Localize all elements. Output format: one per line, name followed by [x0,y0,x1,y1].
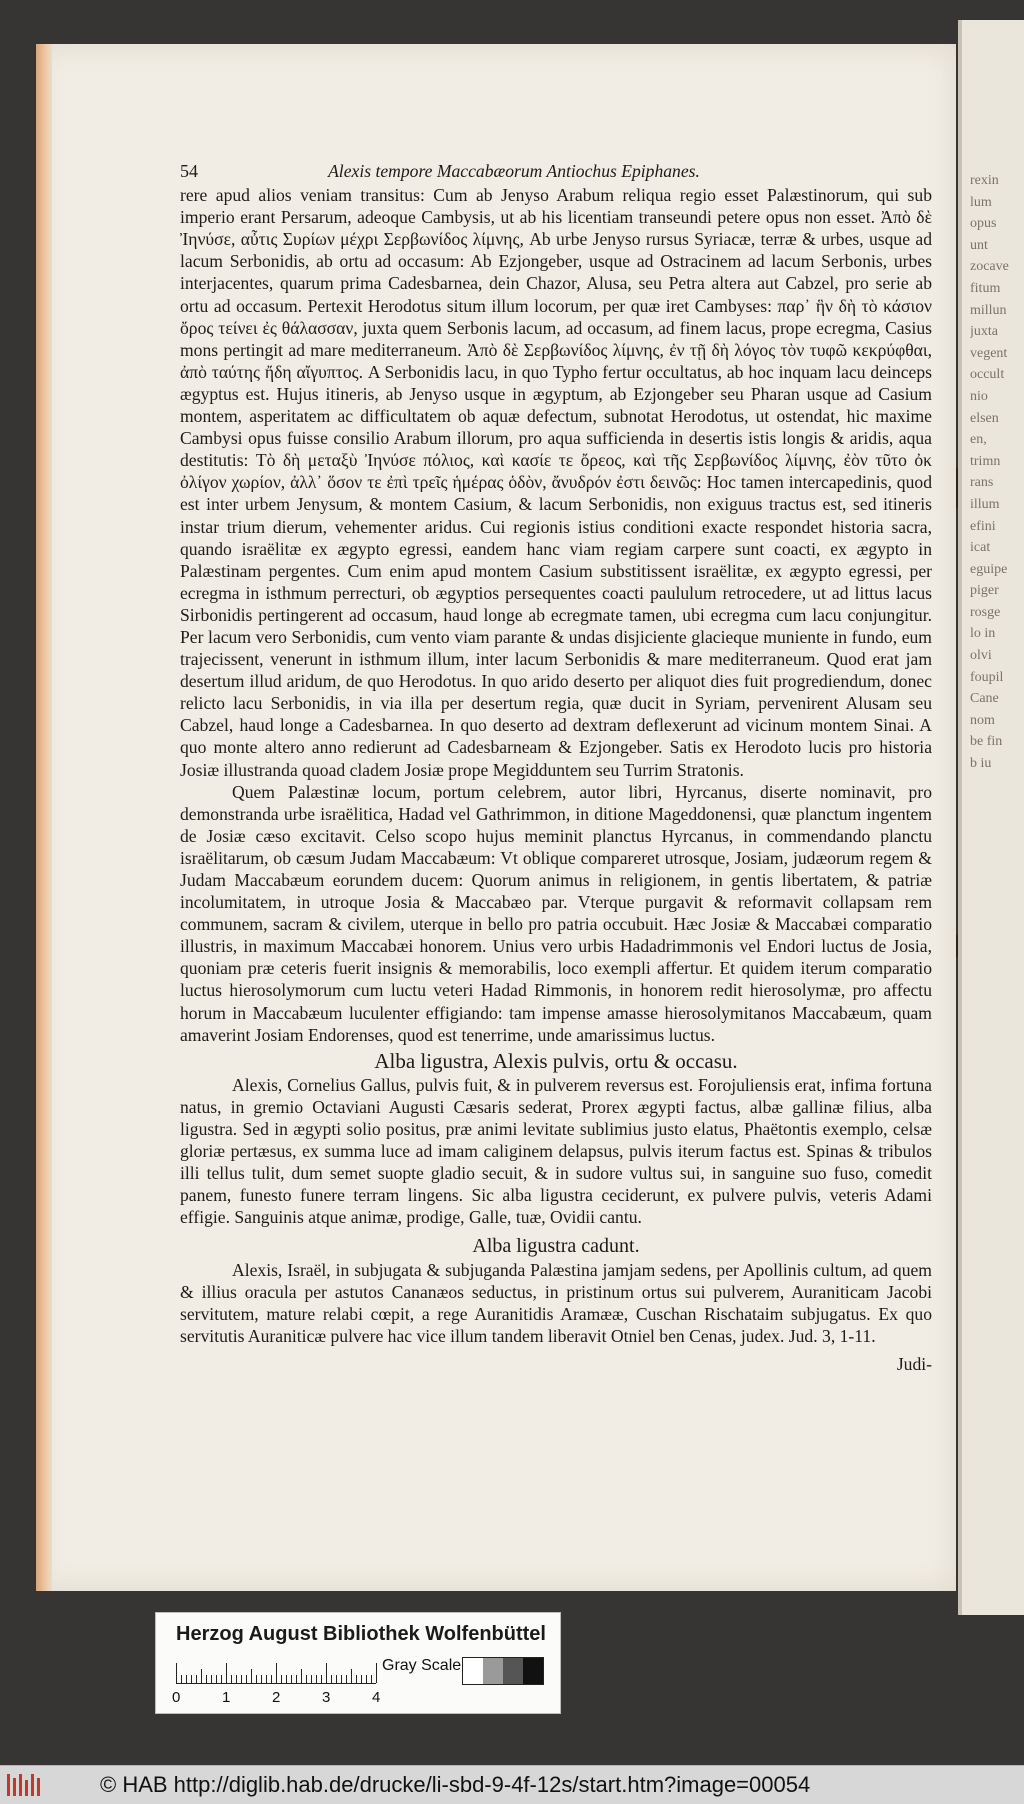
gutter-mark [956,468,958,508]
ruler-tick [281,1675,282,1683]
page-header [180,160,932,182]
ruler-tick [231,1675,232,1683]
ruler-tick [296,1675,297,1683]
page-number: 54 [180,161,198,181]
library-name: Herzog August Bibliothek Wolfenbüttel [176,1623,546,1645]
ruler-tick [181,1675,182,1683]
gray-swatch [503,1658,523,1684]
ruler-tick [316,1675,317,1683]
ruler-tick [206,1675,207,1683]
ruler-tick [356,1675,357,1683]
ruler-tick [366,1675,367,1683]
ruler-tick [246,1675,247,1683]
paragraph-2: Quem Palæstinæ locum, portum celebrem, autor libri, Hyrcanus, diserte nominavit, pro demonstranda urbe israëlitica, Hadad vel Gathrimmon, in ditione Mageddonensi, quæ planctum ingentem de Josiæ cæso excitavit. Celso scopo hujus meminit planctus Hyrcanus, in commendando planctu israëlitarum, ob cæsum Judam Maccabæum: Vt oblique compareret utrosque, Josiam, judæorum regem & Judam Maccabæum eorundem ducem: Quorum animus in religionem, in gentis libertatem, & patriæ incolumitatem, in utroque Josia & Maccabæo par. Vterque purgavit & reformavit collapsam rem communem, sacram & civilem, uterque in bello pro patria occubuit. Hæc Josiæ & Maccabæi comparatio illustris, in maximum Maccabæi honorem. Unius vero urbis Hadadrimmonis vel Endori luctus de Josia, quoniam præ ceteris fuerit insignis & memorabilis, loco exempli affertur. Et quidem iterum comparatio luctus hierosolymorum cum luctu veteri Hadad Rimmonis, in honorem redit hierosolymæ, pro affectu horum in Maccabæum luculenter effigiando: tam impense amasse hierosolymitanos Maccabæum, quam amaverint Josiam Endorenses, quod est tenerrime, unde amarissimus luctus. [180,781,932,1045]
ruler-tick [301,1669,302,1683]
gray-swatch [483,1658,503,1684]
ruler-tick [211,1675,212,1683]
ruler-tick [321,1675,322,1683]
ruler-tick [291,1675,292,1683]
ruler-tick [271,1675,272,1683]
paragraph-3: Alexis, Cornelius Gallus, pulvis fuit, & in pulverem reversus est. Forojuliensis erat, infima fortuna natus, in gremio Octaviani Augusti Cæsaris sederat, Prorex ægypti factus, albæ gallinæ filius, alba ligustra. Sed in ægypti solio positus, præ animi levitate sublimius justo elatus, Phaëtontis exemplo, celsæ gloriæ pertæsus, ex summa luce ad imam caliginem delapsus, pulvis iterum factus est. Spinas & tribulos illi tellus tulit, dum semet suopte gladio secuit, & in sudore vultus sui, in sanguine suo fuso, comedit panem, funesto funere terram lingens. Sic alba ligustra ceciderunt, ex pulvere pulvis, veteris Adami effigie. Sanguinis atque animæ, prodige, Galle, tuæ, Ovidii cantu. [180,1074,932,1228]
gray-scale-label: Gray Scale [382,1657,462,1674]
page-text [180,160,932,1375]
ruler-tick [351,1669,352,1683]
next-page-text-fragments: rexin lum opus unt zocave fitum millun juxta vegent occult nio elsen en, trimn rans illum efini icat eguipe piger rosge lo in olvi foupil Cane nom be fin b iu [970,173,1009,772]
ruler-tick [251,1669,252,1683]
page-edge-gilding [36,44,52,1591]
ruler-tick [326,1663,327,1683]
ruler-tick [266,1675,267,1683]
ruler-numbers [172,1689,392,1707]
next-page-edge [958,20,1024,1615]
ruler-tick [346,1675,347,1683]
ruler-number: 0 [172,1689,181,1706]
ruler-tick [336,1675,337,1683]
ruler-tick [186,1675,187,1683]
ruler-tick [276,1663,277,1683]
paragraph-1: rere apud alios veniam transitus: Cum ab Jenyso Arabum reliqua regio esset Palæstinorum, qui sub imperio erant Persarum, adeoque Cambysis, ut ab his licentiam transeundi petere opus non esset. Ἀπὸ δὲ Ἰηνύσε, αὖτις Συρίων μέχρι Σερβωνίδος λίμνης, Ab urbe Jenyso rursus Syriacæ, terræ & urbes, usque ad lacum Serbonidis, ab ortu ad occasum: Ab Ezjongeber, usque ad Ostracinem ad lacum Serbonis, urbes interjacentes, quarum prima Cadesbarnea, dein Chazor, Alusa, seu Petra altera aut Cabzel, pro serie ab ortu ad occasum. Pertexit Herodotus situm illum locorum, per quæ iret Cambyses: παρ᾽ ἣν δὴ τὸ κάσιον ὄρος τείνει ἐς θάλασσαν, juxta quem Serbonis lacum, ad occasum, ad finem lacus, prope ecregma, Casius mons pertingit ad mare mediterraneum. Ἀπὸ δὲ Σερβωνίδος λίμνης, ἐν τῇ δὴ λόγος τὸν τυφῶ κεκρύφθαι, ἀπὸ ταύτης ἤδη αἴγυπτος. A Serbonidis lacu, in quo Typho fertur occultatus, ab hoc inquam lacu deinceps ægyptus est. Hujus itineris, ab Jenyso usque in ægyptum, ab Ezjongeber seu Pharan usque ad Casium montem, asperitatem ac difficultatem ob aquæ defectum, subnotat Herodotus, ut ostendat, hic maxime Cambysi opus fuisse consilio Arabum illorum, pro aqua sufficienda in desertis istis longis & aridis, aqua destitutis: Τὸ δὴ μεταξὺ Ἰηνύσε πόλιος, καὶ κασίε τε ὄρεος, καὶ τῆς Σερβωνίδος λίμνης, ἐὸν τῦτο ὀκ ὀλίγον χωρίον, ἀλλ᾽ ὅσον τε ἐπὶ τρεῖς ἡμέρας ὁδὸν, ἄνυδρόν ἐστι δεινῶς: Hoc tamen intercapedinis, quod est inter urbem Jenysum, & montem Casium, & lacum Serbonidis, non exiguus tractus est, sed itineris instar trium dierum, vehementer aridus. Cui regionis istius conditioni exacte respondet historia sacra, quando israëlitæ ex ægypto egressi, eandem hanc viam regiam carpere sunt coacti, ex ægypto in Palæstinam pergentes. Cum enim apud montem Casium substitissent israëlitæ, ex ægypto egressi, per ecregma in isthmum perrecturi, ob ægyptios persequentes coacti paululum retrocedere, ut ad littus lacus Sirbonidis pertingerent ad occasum, haud longe ab ecregmate tamen, ubi ecregma cum lacu conjungitur. Per lacum vero Serbonidis, cum vento viam parante & undas disjiciente glacieque muniente in fundo, eum trajecissent, venerunt in isthmum illum, inter lacum Serbonidis & mare mediterraneum. Quod erat jam desertum illud aridum, de quo Herodotus. In quo arido deserto per aliquot dies fuit progrediendum, donec relicto lacu Serbonidis, in via illa per desertum regia, quæ ducit in Syriam, pervenirent Alusam seu Cabzel, haud longe a Cadesbarnea. In quo deserto ad dextram deflexerunt ad vicinum montem Sinai. A quo monte altero anno redierunt ad Cadesbarneam & Ezjongeber. Satis ex Herodoto lucis pro historia Josiæ illustranda quoad cladem Josiæ prope Megidduntem seu Turrim Stratonis. [180,185,932,780]
ruler-tick [241,1675,242,1683]
ruler-tick [286,1675,287,1683]
ruler-tick [196,1675,197,1683]
running-head: Alexis tempore Maccabæorum Antiochus Epiphanes. [328,161,700,181]
gutter-mark [956,935,958,957]
ruler-number: 3 [322,1689,331,1706]
ruler-tick [221,1675,222,1683]
ruler-tick [341,1675,342,1683]
ruler-number: 1 [222,1689,231,1706]
footer-url[interactable]: © HAB http://diglib.hab.de/drucke/li-sbd-9-4f-12s/start.htm?image=00054 [100,1772,811,1797]
gray-swatch [523,1658,543,1684]
section-heading-1: Alba ligustra, Alexis pulvis, ortu & occasu. [374,1048,738,1073]
hab-logo-icon [6,1772,46,1798]
ruler-number: 4 [372,1689,381,1706]
ruler-tick [176,1663,177,1683]
ruler-number: 2 [272,1689,281,1706]
ruler-tick [201,1669,202,1683]
catchword: Judi- [896,1353,932,1374]
next-page-fold [958,20,962,1615]
section-heading-2: Alba ligustra cadunt. [472,1234,640,1257]
footer-bar [0,1765,1024,1804]
ruler-tick [191,1675,192,1683]
paragraph-4: Alexis, Israël, in subjugata & subjuganda Palæstina jamjam sedens, per Apollinis cultum, ad quem & illius oracula per astutos Cananæos seductus, in pristinum ortus sui pulverem, Auraniticam Jacobi servitutem, mature relabi cœpit, a rege Auranitidis Aramææ, Cuschan Rischataim subjugatus. Ex quo servitutis Auraniticæ pulvere hac vice illum tandem liberavit Otniel ben Cenas, judex. Jud. 3, 1-11. [180,1259,932,1346]
ruler-tick [306,1675,307,1683]
ruler-tick [361,1675,362,1683]
ruler-tick [256,1675,257,1683]
library-color-label [155,1612,561,1714]
gray-swatch [463,1658,483,1684]
scale-ruler [176,1663,376,1684]
ruler-tick [261,1675,262,1683]
ruler-tick [311,1675,312,1683]
ruler-tick [376,1663,377,1683]
ruler-tick [331,1675,332,1683]
ruler-tick [226,1663,227,1683]
ruler-tick [371,1675,372,1683]
gray-scale-swatches [462,1657,544,1685]
ruler-tick [216,1675,217,1683]
ruler-tick [236,1675,237,1683]
